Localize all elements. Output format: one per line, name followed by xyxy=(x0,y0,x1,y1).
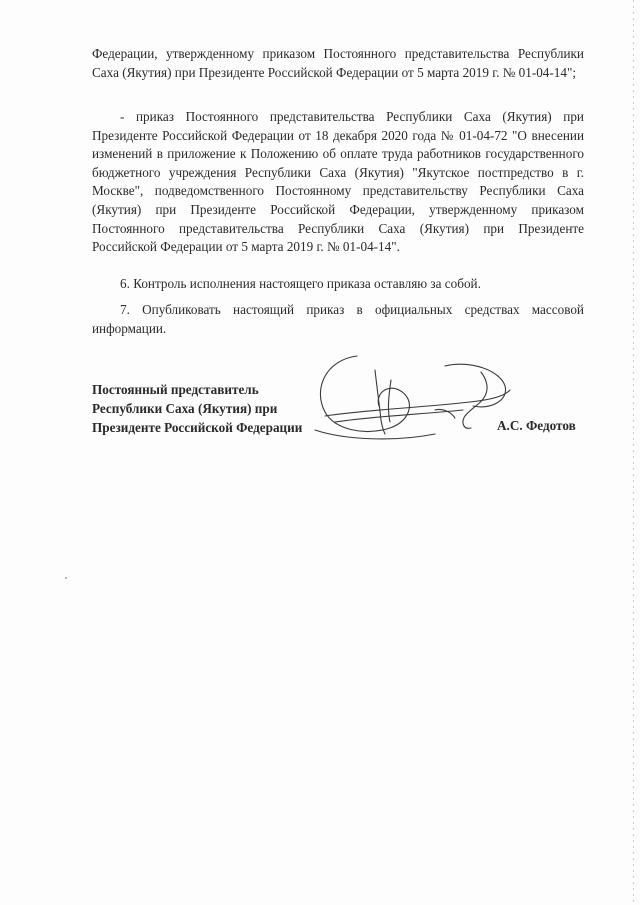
item-6-text: 6. Контроль исполнения настоящего приказа оставляю за собой. xyxy=(120,276,481,291)
paragraph-continuation-text: Федерации, утвержденному приказом Постоянного представительства Республики Саха (Якутия) при Президенте Российской Федерации от 5 марта 2019 г. № 01-04-14"; xyxy=(92,46,584,80)
scan-speck xyxy=(65,577,67,579)
signatory-title-line-1: Постоянный представитель xyxy=(92,382,259,397)
paragraph-order-reference-text: - приказ Постоянного представительства Республики Саха (Якутия) при Президенте Российской Федерации от 18 декабря 2020 года № 01-04-72 "О внесении изменений в приложение к Положению об оплате труда работников государственного бюджетного учреждения Республики Саха (Якутия) "Якутское постпредство в г. Москве", подведомственного Постоянному представительству Республики Саха (Якутия) при Президенте Российской Федерации, утвержденному приказом Постоянного представительства Республики Саха (Якутия) при Президенте Российской Федерации от 5 марта 2019 г. № 01-04-14". xyxy=(92,109,584,255)
paragraph-continuation xyxy=(92,45,584,82)
item-7-text: 7. Опубликовать настоящий приказ в официальных средствах массовой информации. xyxy=(92,302,584,336)
signatory-title-line-2: Республики Саха (Якутия) при xyxy=(92,401,278,416)
paragraph-order-reference xyxy=(92,108,584,257)
signatory-title-line-3: Президенте Российской Федерации xyxy=(92,420,303,435)
handwritten-signature xyxy=(295,350,525,450)
scan-edge-line xyxy=(633,0,634,905)
item-7 xyxy=(92,301,584,338)
signer-name: А.С. Федотов xyxy=(497,418,576,433)
item-6 xyxy=(92,275,584,294)
